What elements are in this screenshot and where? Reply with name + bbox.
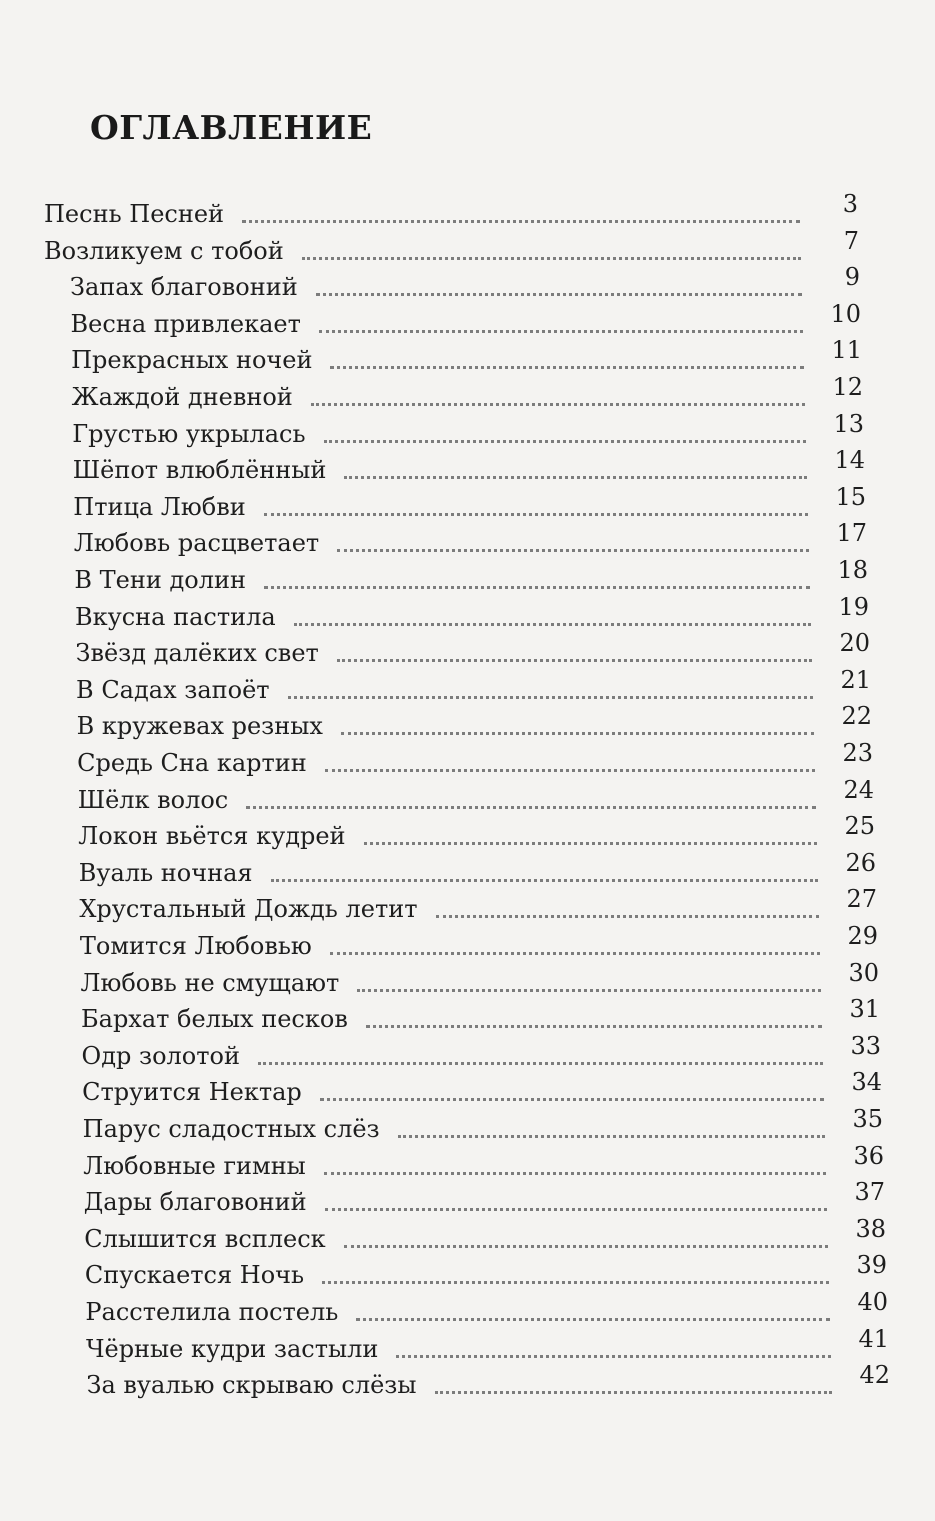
dot-leader [325,1208,827,1211]
toc-entry-page-number: 10 [830,299,861,328]
toc-entry-title: Бархат белых песков [81,1005,348,1034]
toc-entry-page-number: 29 [847,922,878,950]
dot-leader [322,1281,829,1284]
toc-entry-title: Спускается Ночь [84,1261,305,1290]
toc-entry [85,1253,887,1289]
toc-entry-page-number: 17 [836,519,867,548]
toc-entry [77,741,873,777]
toc-entry [83,1141,884,1180]
dot-leader [320,1098,824,1101]
dot-leader [324,1172,826,1175]
toc-entry-page-number: 3 [842,190,858,218]
toc-entry [78,848,876,887]
toc-entry-title: В кружевах резных [76,712,323,741]
dot-leader [302,257,801,260]
toc-entry [77,704,872,740]
toc-entry-page-number: 22 [841,702,872,731]
toc-entry-title: Локон вьётся кудрей [78,822,346,851]
dot-leader [316,293,802,296]
toc-entry [87,1363,891,1399]
dot-leader [294,623,811,626]
toc-entry [74,521,867,557]
toc-entry-page-number: 36 [853,1141,884,1170]
dot-leader [319,330,803,333]
toc-entry-page-number: 9 [844,263,860,292]
dot-leader [264,513,808,516]
toc-entry-title: Любовь не смущают [80,968,340,997]
toc-entry-page-number: 37 [854,1178,885,1207]
dot-leader [330,366,804,369]
dot-leader [435,1391,833,1394]
toc-entry-page-number: 39 [856,1251,887,1280]
dot-leader [344,476,807,479]
toc-entry-title: Средь Сна картин [77,749,307,777]
toc-entry-page-number: 12 [832,373,863,401]
toc-entry-page-number: 35 [852,1105,883,1133]
toc-entry [74,592,869,631]
toc-entry-title: Запах благовоний [70,273,298,302]
toc-entry-title: Прекрасных ночей [71,346,313,375]
toc-entry [71,338,862,374]
toc-entry-page-number: 30 [848,958,879,987]
toc-entry-title: Шёлк волос [77,785,229,814]
dot-leader [364,842,817,845]
toc-entry [81,1031,881,1070]
toc-entry-page-number: 20 [839,629,870,658]
dot-leader [330,952,820,955]
dot-leader [341,732,814,735]
toc-entry-title: Весна привлекает [70,309,301,338]
toc-entry [82,1070,882,1106]
toc-entry [76,665,871,704]
toc-entry-page-number: 19 [838,592,869,621]
toc-entry [70,265,860,301]
toc-entry-title: Вкусна пастила [74,602,276,631]
toc-entry [80,924,878,960]
toc-entry-page-number: 31 [849,995,880,1024]
toc-entry-title: Песнь Песней [44,200,225,228]
toc-entry-title: Птица Любви [73,492,246,521]
toc-entry-title: Вуаль ночная [78,858,253,887]
toc-entry [44,192,858,228]
toc-entry-title: Жаждой дневной [71,383,293,411]
toc-entry [72,409,864,448]
toc-entry-title: В Садах запоёт [76,675,270,704]
toc-entry-title: Одр золотой [81,1041,240,1070]
page-title: ОГЛАВЛЕНИЕ [90,108,373,147]
toc-entry-page-number: 25 [844,812,875,841]
toc-entry [70,299,861,338]
toc-entry-page-number: 42 [859,1361,890,1390]
toc-entry-page-number: 26 [845,848,876,877]
toc-entry-page-number: 27 [846,885,877,914]
toc-entry-title: Возликуем с тобой [44,236,284,265]
toc-entry-page-number: 23 [842,739,873,767]
dot-leader [366,1025,822,1028]
toc-entry-title: Расстелила постель [85,1298,339,1326]
dot-leader [288,696,813,699]
toc-entry-page-number: 18 [837,556,868,584]
toc-entry-page-number: 33 [850,1031,881,1060]
toc-entry [74,558,868,594]
toc-entry-page-number: 41 [858,1324,889,1353]
toc-entry-title: В Тени долин [74,566,246,594]
toc-entry-title: Дары благовоний [83,1188,307,1217]
toc-entry-page-number: 13 [833,409,864,438]
toc-entry [79,887,877,923]
dot-leader [258,1062,823,1065]
dot-leader [246,806,816,809]
toc-entry [76,631,871,667]
dot-leader [396,1355,831,1358]
dot-leader [436,915,819,918]
toc-entry-title: Чёрные кудри застыли [85,1334,379,1363]
toc-entry-page-number: 21 [840,665,871,694]
toc-entry-page-number: 14 [834,446,865,475]
dot-leader [344,1245,828,1248]
toc-entry-title: Любовь расцветает [73,529,320,558]
toc-entry [73,448,865,484]
toc-entry-title: За вуалью скрываю слёзы [86,1371,417,1400]
toc-entry-page-number: 34 [851,1068,882,1097]
toc-entry-title: Грустью укрылась [72,419,306,448]
toc-entry [80,958,879,997]
toc-entry-page-number: 11 [831,336,862,365]
dot-leader [311,403,805,406]
toc-entry [78,814,875,850]
toc-entry-title: Хрустальный Дождь летит [79,895,418,924]
dot-leader [325,769,815,772]
toc-entry-title: Звёзд далёких свет [75,639,319,668]
toc-entry-title: Томится Любовью [79,932,312,960]
toc-entry [84,1214,886,1253]
toc-entry-title: Любовные гимны [83,1151,306,1180]
dot-leader [337,659,812,662]
toc-entry-page-number: 40 [857,1288,888,1316]
dot-leader [264,586,810,589]
dot-leader [337,549,809,552]
dot-leader [357,989,821,992]
toc-entry-page-number: 24 [843,775,874,804]
toc-entry-page-number: 38 [855,1214,886,1243]
toc-entry [85,1290,888,1326]
toc-entry-page-number: 15 [835,482,866,511]
dot-leader [398,1135,825,1138]
toc-entry [81,997,880,1033]
toc-entry-title: Слышится всплеск [84,1224,326,1253]
toc-entry [84,1180,885,1216]
toc-entry [85,1324,889,1363]
toc-entry [44,226,859,265]
toc-entry [72,375,863,411]
toc-entry [77,775,874,814]
toc-entry-page-number: 7 [843,226,859,255]
toc-entry-title: Парус сладостных слёз [82,1115,380,1143]
toc-entry [83,1107,883,1143]
toc-entry-title: Шёпот влюблённый [72,456,327,485]
toc-entry [73,482,866,521]
toc-entry-title: Струится Нектар [82,1078,302,1107]
dot-leader [271,879,818,882]
dot-leader [356,1318,830,1321]
dot-leader [324,440,806,443]
dot-leader [242,220,800,223]
